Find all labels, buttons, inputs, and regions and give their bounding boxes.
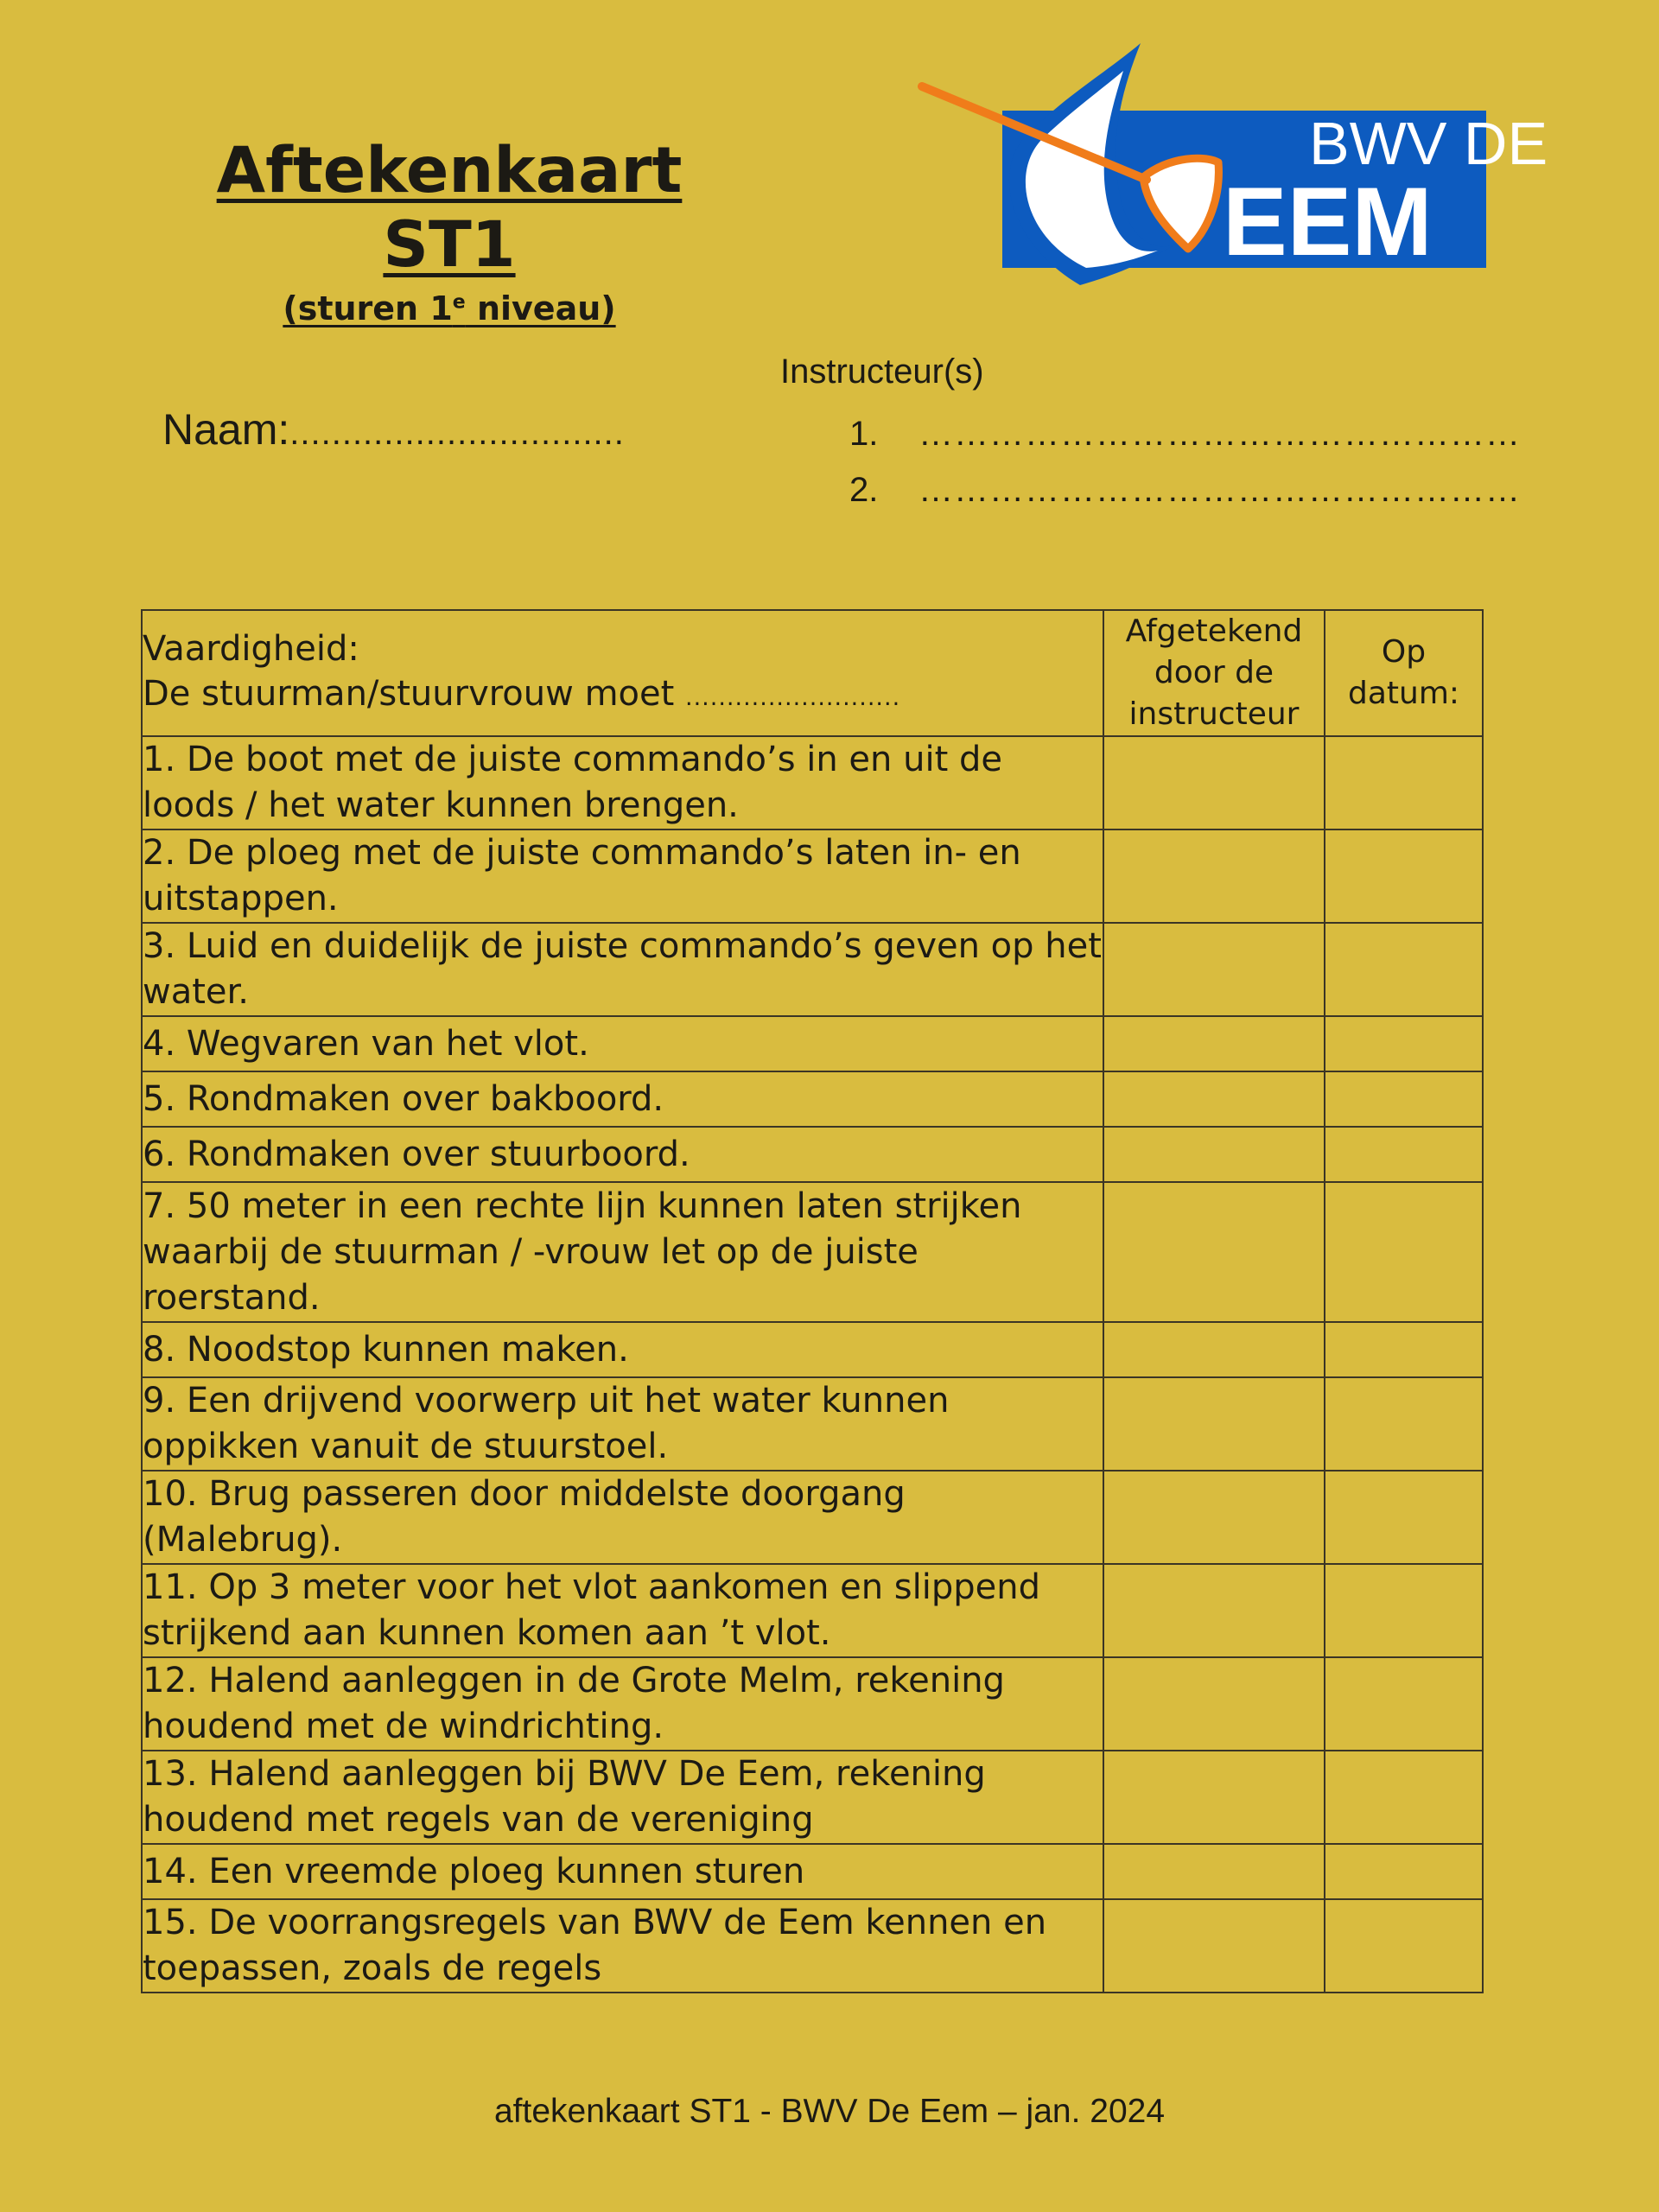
signed-cell[interactable] [1103, 1564, 1325, 1657]
instructor-field-2[interactable] [849, 471, 1521, 510]
table-row [142, 1471, 1483, 1564]
date-cell[interactable] [1325, 736, 1483, 830]
table-row [142, 1751, 1483, 1844]
table-row [142, 1657, 1483, 1751]
signed-cell[interactable] [1103, 1127, 1325, 1182]
signed-cell[interactable] [1103, 1377, 1325, 1471]
skills-table [141, 609, 1484, 1993]
date-cell[interactable] [1325, 1751, 1483, 1844]
signed-cell[interactable] [1103, 1899, 1325, 1993]
title-block [147, 134, 752, 327]
date-cell[interactable] [1325, 1899, 1483, 1993]
table-row [142, 736, 1483, 830]
table-row [142, 923, 1483, 1016]
date-cell[interactable] [1325, 1377, 1483, 1471]
date-column-header: Op datum: [1325, 610, 1483, 736]
skill-text: 8. Noodstop kunnen maken. [142, 1322, 1103, 1377]
skill-text: 10. Brug passeren door middelste doorgang (Malebrug). [142, 1471, 1103, 1564]
skill-text: 15. De voorrangsregels van BWV de Eem kennen en toepassen, zoals de regels [142, 1899, 1103, 1993]
skill-header-sub [143, 671, 1103, 721]
table-row [142, 1127, 1483, 1182]
date-cell[interactable] [1325, 1127, 1483, 1182]
name-dotted-line: ................................ [289, 414, 625, 452]
date-cell[interactable] [1325, 1182, 1483, 1322]
instructor-number: 1. [849, 415, 879, 453]
instructor-field-1[interactable] [849, 415, 1521, 454]
signed-cell[interactable] [1103, 1322, 1325, 1377]
table-row [142, 1899, 1483, 1993]
skill-text: 1. De boot met de juiste commando’s in en uit de loods / het water kunnen brengen. [142, 736, 1103, 830]
subtitle-superscript: e [452, 291, 466, 314]
signed-cell[interactable] [1103, 1016, 1325, 1071]
table-row [142, 1322, 1483, 1377]
name-label: Naam: [162, 405, 290, 454]
date-cell[interactable] [1325, 1657, 1483, 1751]
skill-text: 9. Een drijvend voorwerp uit het water kunnen oppikken vanuit de stuurstoel. [142, 1377, 1103, 1471]
skill-text: 12. Halend aanleggen in de Grote Melm, rekening houdend met de windrichting. [142, 1657, 1103, 1751]
page-title-level: ST1 [383, 208, 516, 282]
logo-text-bottom: EEM [1223, 168, 1433, 276]
bwv-de-eem-logo [912, 35, 1548, 294]
date-cell[interactable] [1325, 1071, 1483, 1127]
skill-header-text: De stuurman/stuurvrouw moet [143, 673, 675, 714]
date-cell[interactable] [1325, 1471, 1483, 1564]
skill-text: 2. De ploeg met de juiste commando’s laten in- en uitstappen. [142, 830, 1103, 923]
instructor-dotted-line: …………………………………………… [918, 471, 1521, 509]
instructors-label: Instructeur(s) [780, 353, 984, 391]
skill-text: 3. Luid en duidelijk de juiste commando’s geven op het water. [142, 923, 1103, 1016]
name-field[interactable] [162, 404, 625, 454]
signed-cell[interactable] [1103, 923, 1325, 1016]
table-row [142, 1377, 1483, 1471]
skill-header-label: Vaardigheid: [143, 628, 359, 669]
skill-header-dots: .......................... [685, 683, 901, 711]
signed-cell[interactable] [1103, 1751, 1325, 1844]
instructor-dotted-line: …………………………………………… [918, 415, 1521, 453]
table-row [142, 830, 1483, 923]
skill-text: 14. Een vreemde ploeg kunnen sturen [142, 1844, 1103, 1899]
table-row [142, 1182, 1483, 1322]
date-cell[interactable] [1325, 1564, 1483, 1657]
signed-cell[interactable] [1103, 1071, 1325, 1127]
logo-text-top: BWV DE [1309, 110, 1548, 177]
signed-column-header: Afgetekend door de instructeur [1103, 610, 1325, 736]
date-cell[interactable] [1325, 923, 1483, 1016]
date-cell[interactable] [1325, 830, 1483, 923]
table-row [142, 1071, 1483, 1127]
skill-text: 4. Wegvaren van het vlot. [142, 1016, 1103, 1071]
date-cell[interactable] [1325, 1016, 1483, 1071]
subtitle-text-end: niveau) [465, 289, 616, 327]
skill-text: 11. Op 3 meter voor het vlot aankomen en slippend strijkend aan kunnen komen aan ’t vlot. [142, 1564, 1103, 1657]
table-row [142, 1564, 1483, 1657]
signed-cell[interactable] [1103, 1657, 1325, 1751]
page-title: Aftekenkaart [216, 134, 683, 207]
page-subtitle [147, 289, 752, 327]
skill-text: 13. Halend aanleggen bij BWV De Eem, rekening houdend met regels van de vereniging [142, 1751, 1103, 1844]
skill-text: 5. Rondmaken over bakboord. [142, 1071, 1103, 1127]
instructor-number: 2. [849, 471, 879, 509]
date-cell[interactable] [1325, 1322, 1483, 1377]
table-row [142, 1844, 1483, 1899]
signed-cell[interactable] [1103, 1182, 1325, 1322]
table-header-row [142, 610, 1483, 736]
skill-text: 7. 50 meter in een rechte lijn kunnen laten strijken waarbij de stuurman / -vrouw let op de juiste roerstand. [142, 1182, 1103, 1322]
page-footer: aftekenkaart ST1 - BWV De Eem – jan. 2024 [493, 2093, 1166, 2130]
skill-column-header [142, 610, 1103, 736]
date-cell[interactable] [1325, 1844, 1483, 1899]
signed-cell[interactable] [1103, 1844, 1325, 1899]
subtitle-text: (sturen 1 [283, 289, 453, 327]
signed-cell[interactable] [1103, 830, 1325, 923]
signed-cell[interactable] [1103, 736, 1325, 830]
signed-cell[interactable] [1103, 1471, 1325, 1564]
table-row [142, 1016, 1483, 1071]
skill-text: 6. Rondmaken over stuurboord. [142, 1127, 1103, 1182]
